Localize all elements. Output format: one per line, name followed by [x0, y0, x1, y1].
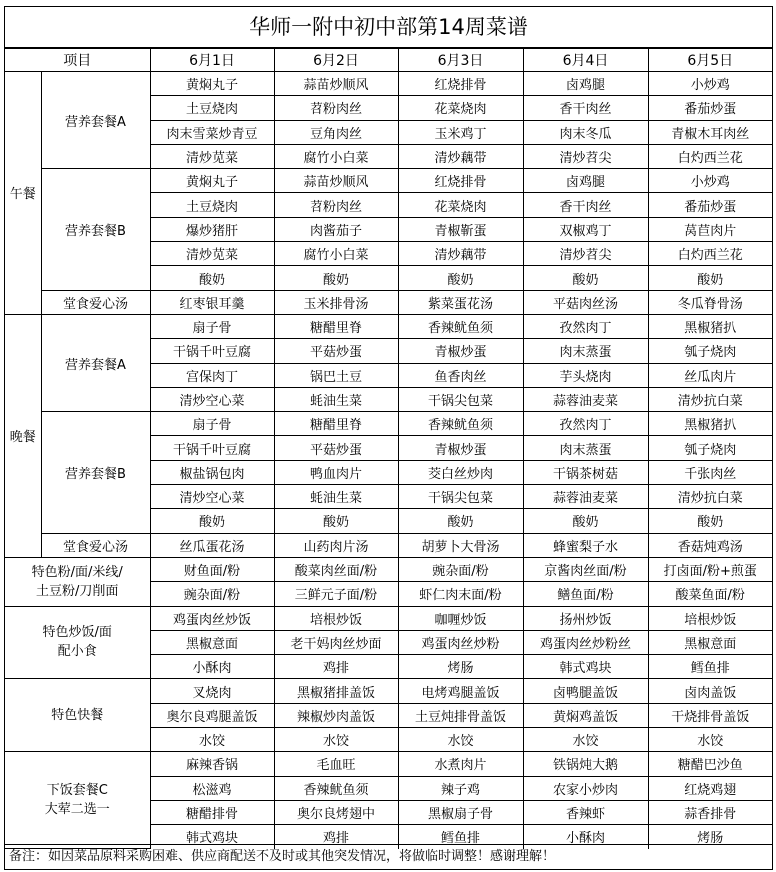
menu-dish-cell: 清炒藕带 — [398, 242, 523, 266]
menu-dish-cell: 水饺 — [648, 728, 772, 752]
menu-dish-cell: 椒盐锅包肉 — [150, 460, 274, 484]
menu-dish-cell: 鸭血肉片 — [274, 460, 398, 484]
menu-dish-cell: 糖醋巴沙鱼 — [648, 752, 772, 776]
column-header-item: 项目 — [5, 49, 150, 72]
set_c-label — [5, 752, 150, 849]
menu-dish-cell: 鳝鱼面/粉 — [523, 582, 648, 606]
table-row — [5, 557, 772, 581]
set-label: 营养套餐A — [41, 314, 150, 411]
menu-dish-cell: 鸡蛋肉丝炒粉 — [398, 630, 523, 654]
menu-dish-cell: 松滋鸡 — [150, 776, 274, 800]
menu-dish-cell: 蒜苗炒顺风 — [274, 72, 398, 96]
menu-dish-cell: 清炒抗白菜 — [648, 387, 772, 411]
menu-dish-cell: 茭白丝炒肉 — [398, 460, 523, 484]
menu-dish-cell: 红烧排骨 — [398, 169, 523, 193]
menu-dish-cell: 卤肉盖饭 — [648, 679, 772, 703]
column-header-day: 6月5日 — [648, 49, 772, 72]
menu-dish-cell: 豌杂面/粉 — [398, 557, 523, 581]
menu-dish-cell: 千张肉丝 — [648, 460, 772, 484]
menu-dish-cell: 水饺 — [523, 728, 648, 752]
menu-dish-cell: 清炒藕带 — [398, 144, 523, 168]
column-header-day: 6月1日 — [150, 49, 274, 72]
menu-dish-cell: 黄焖鸡盖饭 — [523, 703, 648, 727]
menu-dish-cell: 干锅千叶豆腐 — [150, 436, 274, 460]
menu-dish-cell: 青椒木耳肉丝 — [648, 120, 772, 144]
menu-dish-cell: 孜然肉丁 — [523, 314, 648, 338]
table-row — [5, 49, 772, 72]
menu-dish-cell: 土豆烧肉 — [150, 193, 274, 217]
menu-dish-cell: 水饺 — [274, 728, 398, 752]
menu-dish-cell: 香干肉丝 — [523, 96, 648, 120]
menu-dish-cell: 清炒抗白菜 — [648, 485, 772, 509]
menu-dish-cell: 土豆炖排骨盖饭 — [398, 703, 523, 727]
menu-dish-cell: 瓠子烧肉 — [648, 339, 772, 363]
menu-dish-cell: 电烤鸡腿盖饭 — [398, 679, 523, 703]
menu-dish-cell: 糖醋里脊 — [274, 314, 398, 338]
menu-dish-cell: 清炒空心菜 — [150, 485, 274, 509]
menu-dish-cell: 酸菜肉丝面/粉 — [274, 557, 398, 581]
set-label: 营养套餐A — [41, 72, 150, 169]
menu-dish-cell: 黑椒猪扒 — [648, 412, 772, 436]
menu-dish-cell: 水饺 — [150, 728, 274, 752]
menu-dish-cell: 肉末蒸蛋 — [523, 339, 648, 363]
menu-dish-cell: 香干肉丝 — [523, 193, 648, 217]
menu-dish-cell: 番茄炒蛋 — [648, 96, 772, 120]
soup-label: 堂食爱心汤 — [41, 290, 150, 314]
menu-dish-cell: 酸奶 — [523, 266, 648, 290]
menu-dish-cell: 干锅千叶豆腐 — [150, 339, 274, 363]
table-row — [5, 752, 772, 776]
menu-dish-cell: 香辣鱿鱼须 — [398, 412, 523, 436]
menu-dish-cell: 清炒苕尖 — [523, 242, 648, 266]
menu-dish-cell: 爆炒猪肝 — [150, 217, 274, 241]
menu-dish-cell: 酸奶 — [150, 509, 274, 533]
menu-dish-cell: 黑椒猪扒 — [648, 314, 772, 338]
menu-dish-cell: 烤肠 — [648, 825, 772, 849]
menu-dish-cell: 黑椒意面 — [150, 630, 274, 654]
table-row — [5, 679, 772, 703]
menu-dish-cell: 毛血旺 — [274, 752, 398, 776]
set_c-label-line1: 下饭套餐C — [46, 783, 108, 799]
menu-dish-cell: 干锅尖包菜 — [398, 485, 523, 509]
menu-dish-cell: 蚝油生菜 — [274, 387, 398, 411]
menu-dish-cell: 水煮肉片 — [398, 752, 523, 776]
soup-cell: 冬瓜脊骨汤 — [648, 290, 772, 314]
menu-dish-cell: 肉酱茄子 — [274, 217, 398, 241]
soup-cell: 紫菜蛋花汤 — [398, 290, 523, 314]
menu-dish-cell: 清炒空心菜 — [150, 387, 274, 411]
menu-dish-cell: 孜然肉丁 — [523, 412, 648, 436]
soup-cell: 红枣银耳羹 — [150, 290, 274, 314]
menu-dish-cell: 芋头烧肉 — [523, 363, 648, 387]
menu-dish-cell: 鱼香肉丝 — [398, 363, 523, 387]
menu-dish-cell: 玉米鸡丁 — [398, 120, 523, 144]
menu-dish-cell: 小酥肉 — [523, 825, 648, 849]
soup-cell: 香菇炖鸡汤 — [648, 533, 772, 557]
menu-dish-cell: 小炒鸡 — [648, 169, 772, 193]
menu-dish-cell: 肉末冬瓜 — [523, 120, 648, 144]
menu-dish-cell: 培根炒饭 — [648, 606, 772, 630]
menu-dish-cell: 三鲜元子面/粉 — [274, 582, 398, 606]
menu-dish-cell: 财鱼面/粉 — [150, 557, 274, 581]
menu-dish-cell: 京酱肉丝面/粉 — [523, 557, 648, 581]
menu-dish-cell: 双椒鸡丁 — [523, 217, 648, 241]
menu-dish-cell: 烤肠 — [398, 655, 523, 679]
table-row — [5, 606, 772, 630]
menu-dish-cell: 香辣虾 — [523, 800, 648, 824]
menu-dish-cell: 卤鸡腿 — [523, 169, 648, 193]
menu-dish-cell: 番茄炒蛋 — [648, 193, 772, 217]
menu-dish-cell: 蒜蓉油麦菜 — [523, 485, 648, 509]
menu-dish-cell: 鳕鱼排 — [398, 825, 523, 849]
menu-dish-cell: 鸡蛋肉丝炒饭 — [150, 606, 274, 630]
menu-dish-cell: 韩式鸡块 — [523, 655, 648, 679]
menu-dish-cell: 清炒苋菜 — [150, 242, 274, 266]
menu-dish-cell: 青椒炒蛋 — [398, 436, 523, 460]
noodles-label — [5, 557, 150, 606]
menu-dish-cell: 青椒炒蛋 — [398, 339, 523, 363]
soup-cell: 丝瓜蛋花汤 — [150, 533, 274, 557]
soup-cell: 蜂蜜梨子水 — [523, 533, 648, 557]
table-row — [5, 533, 772, 557]
menu-dish-cell: 扇子骨 — [150, 412, 274, 436]
menu-dish-cell: 鳕鱼排 — [648, 655, 772, 679]
footer-note: 备注：如因菜品原料采购困难、供应商配送不及时或其他突发情况，将做临时调整！感谢理解！ — [5, 844, 772, 869]
column-header-day: 6月2日 — [274, 49, 398, 72]
menu-dish-cell: 青椒靳蛋 — [398, 217, 523, 241]
menu-dish-cell: 豆角肉丝 — [274, 120, 398, 144]
menu-dish-cell: 腐竹小白菜 — [274, 242, 398, 266]
menu-dish-cell: 辣子鸡 — [398, 776, 523, 800]
meal-label: 晚餐 — [5, 314, 41, 557]
menu-dish-cell: 干锅茶树菇 — [523, 460, 648, 484]
noodles-label-line1: 特色粉/面/米线/ — [31, 564, 123, 580]
menu-dish-cell: 酸奶 — [648, 509, 772, 533]
menu-dish-cell: 红烧鸡翅 — [648, 776, 772, 800]
menu-dish-cell: 黑椒猪排盖饭 — [274, 679, 398, 703]
menu-dish-cell: 红烧排骨 — [398, 72, 523, 96]
menu-dish-cell: 白灼西兰花 — [648, 144, 772, 168]
table-row — [5, 314, 772, 338]
fried_rice-label-line1: 特色炒饭/面 — [42, 625, 112, 641]
table-row — [5, 169, 772, 193]
menu-dish-cell: 清炒苕尖 — [523, 144, 648, 168]
menu-dish-cell: 糖醋排骨 — [150, 800, 274, 824]
menu-dish-cell: 肉末雪菜炒青豆 — [150, 120, 274, 144]
menu-dish-cell: 干锅尖包菜 — [398, 387, 523, 411]
menu-dish-cell: 老干妈肉丝炒面 — [274, 630, 398, 654]
menu-dish-cell: 辣椒炒肉盖饭 — [274, 703, 398, 727]
menu-dish-cell: 培根炒饭 — [274, 606, 398, 630]
menu-dish-cell: 清炒苋菜 — [150, 144, 274, 168]
menu-dish-cell: 干烧排骨盖饭 — [648, 703, 772, 727]
column-header-day: 6月3日 — [398, 49, 523, 72]
menu-dish-cell: 黑椒意面 — [648, 630, 772, 654]
column-header-day: 6月4日 — [523, 49, 648, 72]
table-row — [5, 290, 772, 314]
menu-dish-cell: 锅巴土豆 — [274, 363, 398, 387]
menu-dish-cell: 腐竹小白菜 — [274, 144, 398, 168]
soup-cell: 山药肉片汤 — [274, 533, 398, 557]
menu-dish-cell: 蒜苗炒顺风 — [274, 169, 398, 193]
menu-dish-cell: 苕粉肉丝 — [274, 193, 398, 217]
menu-dish-cell: 水饺 — [398, 728, 523, 752]
menu-dish-cell: 蒜蓉油麦菜 — [523, 387, 648, 411]
menu-dish-cell: 土豆烧肉 — [150, 96, 274, 120]
menu-dish-cell: 农家小炒肉 — [523, 776, 648, 800]
menu-dish-cell: 酸奶 — [648, 266, 772, 290]
menu-dish-cell: 糖醋里脊 — [274, 412, 398, 436]
menu-dish-cell: 酸奶 — [398, 266, 523, 290]
soup-cell: 胡萝卜大骨汤 — [398, 533, 523, 557]
menu-dish-cell: 打卤面/粉+煎蛋 — [648, 557, 772, 581]
menu-dish-cell: 鸡排 — [274, 655, 398, 679]
fried_rice-label-line2: 配小食 — [57, 644, 97, 660]
menu-dish-cell: 香辣鱿鱼须 — [274, 776, 398, 800]
fast_meal-label: 特色快餐 — [5, 679, 150, 752]
menu-dish-cell: 扬州炒饭 — [523, 606, 648, 630]
menu-dish-cell: 扇子骨 — [150, 314, 274, 338]
noodles-label-line2: 土豆粉/刀削面 — [36, 583, 119, 599]
menu-dish-cell: 小炒鸡 — [648, 72, 772, 96]
menu-dish-cell: 花菜烧肉 — [398, 193, 523, 217]
menu-dish-cell: 酸奶 — [523, 509, 648, 533]
table-row — [5, 72, 772, 96]
menu-dish-cell: 酸奶 — [398, 509, 523, 533]
menu-dish-cell: 卤鸭腿盖饭 — [523, 679, 648, 703]
menu-dish-cell: 瓠子烧肉 — [648, 436, 772, 460]
menu-dish-cell: 肉末蒸蛋 — [523, 436, 648, 460]
menu-dish-cell: 蒜香排骨 — [648, 800, 772, 824]
set-label: 营养套餐B — [41, 412, 150, 533]
menu-dish-cell: 奥尔良烤翅中 — [274, 800, 398, 824]
menu-dish-cell: 酸奶 — [274, 509, 398, 533]
menu-dish-cell: 卤鸡腿 — [523, 72, 648, 96]
menu-dish-cell: 咖喱炒饭 — [398, 606, 523, 630]
table-row — [5, 412, 772, 436]
menu-dish-cell: 花菜烧肉 — [398, 96, 523, 120]
menu-dish-cell: 铁锅炖大鹅 — [523, 752, 648, 776]
menu-dish-cell: 鸡排 — [274, 825, 398, 849]
menu-dish-cell: 莴苣肉片 — [648, 217, 772, 241]
menu-dish-cell: 小酥肉 — [150, 655, 274, 679]
menu-dish-cell: 白灼西兰花 — [648, 242, 772, 266]
meal-label: 午餐 — [5, 72, 41, 315]
menu-table — [5, 48, 772, 849]
menu-dish-cell: 丝瓜肉片 — [648, 363, 772, 387]
fried_rice-label — [5, 606, 150, 679]
menu-dish-cell: 奥尔良鸡腿盖饭 — [150, 703, 274, 727]
soup-label: 堂食爱心汤 — [41, 533, 150, 557]
set_c-label-line2: 大荤二选一 — [44, 802, 110, 818]
soup-cell: 玉米排骨汤 — [274, 290, 398, 314]
menu-dish-cell: 鸡蛋肉丝炒粉丝 — [523, 630, 648, 654]
menu-dish-cell: 豌杂面/粉 — [150, 582, 274, 606]
menu-dish-cell: 黄焖丸子 — [150, 169, 274, 193]
menu-dish-cell: 麻辣香锅 — [150, 752, 274, 776]
menu-dish-cell: 黄焖丸子 — [150, 72, 274, 96]
menu-dish-cell: 蚝油生菜 — [274, 485, 398, 509]
menu-dish-cell: 平菇炒蛋 — [274, 339, 398, 363]
menu-dish-cell: 平菇炒蛋 — [274, 436, 398, 460]
menu-dish-cell: 宫保肉丁 — [150, 363, 274, 387]
menu-dish-cell: 黑椒扇子骨 — [398, 800, 523, 824]
menu-dish-cell: 香辣鱿鱼须 — [398, 314, 523, 338]
menu-sheet — [4, 6, 773, 870]
menu-dish-cell: 虾仁肉末面/粉 — [398, 582, 523, 606]
set-label: 营养套餐B — [41, 169, 150, 290]
page-title: 华师一附中初中部第14周菜谱 — [5, 7, 772, 48]
menu-dish-cell: 苕粉肉丝 — [274, 96, 398, 120]
menu-dish-cell: 酸奶 — [150, 266, 274, 290]
menu-dish-cell: 酸奶 — [274, 266, 398, 290]
soup-cell: 平菇肉丝汤 — [523, 290, 648, 314]
menu-dish-cell: 韩式鸡块 — [150, 825, 274, 849]
menu-dish-cell: 酸菜鱼面/粉 — [648, 582, 772, 606]
menu-dish-cell: 叉烧肉 — [150, 679, 274, 703]
